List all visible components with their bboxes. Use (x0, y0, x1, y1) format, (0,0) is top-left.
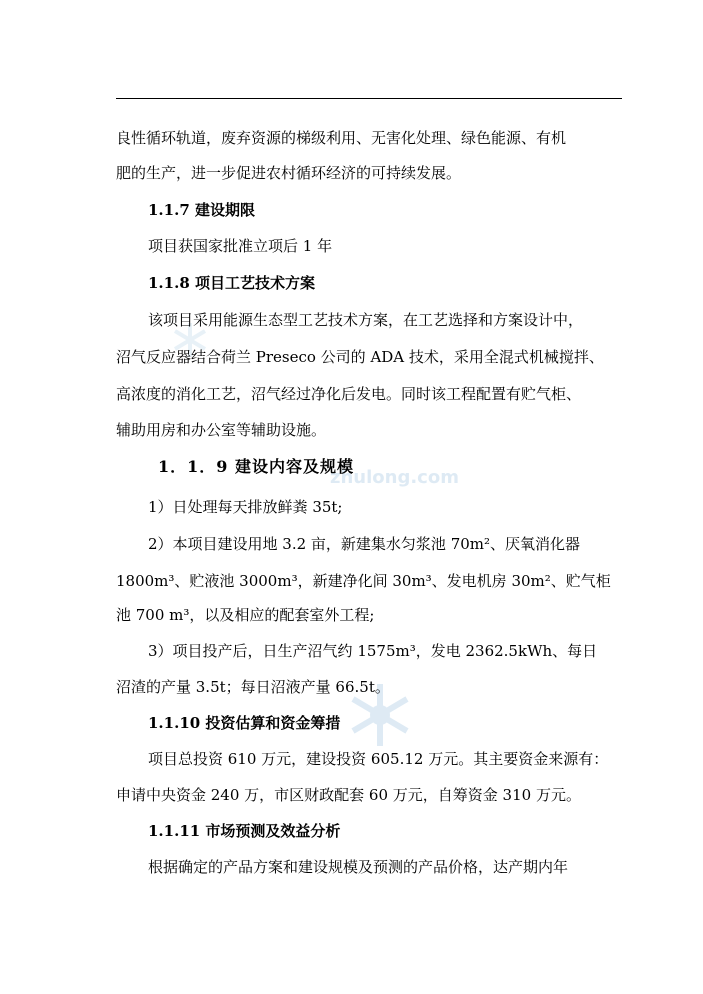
paragraph-line: 根据确定的产品方案和建设规模及预测的产品价格，达产期内年 (148, 858, 569, 876)
list-item: 3）项目投产后，日生产沼气约 1575m³，发电 2362.5kWh、每日 (148, 642, 598, 660)
paragraph-line: 良性循环轨道，废弃资源的梯级利用、无害化处理、绿色能源、有机 (116, 129, 567, 147)
paragraph-line: 高浓度的消化工艺，沼气经过净化后发电。同时该工程配置有贮气柜、 (116, 385, 582, 403)
paragraph-line: 该项目采用能源生态型工艺技术方案，在工艺选择和方案设计中， (148, 311, 584, 329)
section-heading-1-1-7: 1.1.7 建设期限 (148, 201, 255, 219)
section-heading-1-1-11: 1.1.11 市场预测及效益分析 (148, 822, 341, 840)
paragraph-line: 肥的生产，进一步促进农村循环经济的可持续发展。 (116, 164, 462, 182)
paragraph-line: 沼气反应器结合荷兰 Preseco 公司的 ADA 技术，采用全混式机械搅拌、 (116, 348, 604, 366)
paragraph-line: 池 700 m³，以及相应的配套室外工程; (116, 606, 375, 624)
watermark-text: zhulong.com (330, 467, 459, 488)
section-heading-1-1-10: 1.1.10 投资估算和资金筹措 (148, 714, 341, 732)
paragraph-line: 申请中央资金 240 万，市区财政配套 60 万元，自筹资金 310 万元。 (116, 786, 581, 804)
list-item: 1）日处理每天排放鲜粪 35t; (148, 498, 343, 516)
paragraph-line: 辅助用房和办公室等辅助设施。 (116, 421, 327, 439)
paragraph-line: 沼渣的产量 3.5t；每日沼液产量 66.5t。 (116, 678, 390, 696)
section-heading-1-1-9: 1．1．9 建设内容及规模 (158, 457, 354, 476)
paragraph-line: 项目获国家批准立项后 1 年 (148, 237, 333, 255)
paragraph-line: 项目总投资 610 万元，建设投资 605.12 万元。其主要资金来源有： (148, 750, 609, 768)
list-item: 2）本项目建设用地 3.2 亩，新建集水匀浆池 70m²、厌氧消化器 (148, 535, 581, 553)
header-rule (116, 98, 622, 99)
paragraph-line: 1800m³、贮液池 3000m³，新建净化间 30m³、发电机房 30m²、贮气柜 (116, 572, 611, 590)
section-heading-1-1-8: 1.1.8 项目工艺技术方案 (148, 274, 315, 292)
